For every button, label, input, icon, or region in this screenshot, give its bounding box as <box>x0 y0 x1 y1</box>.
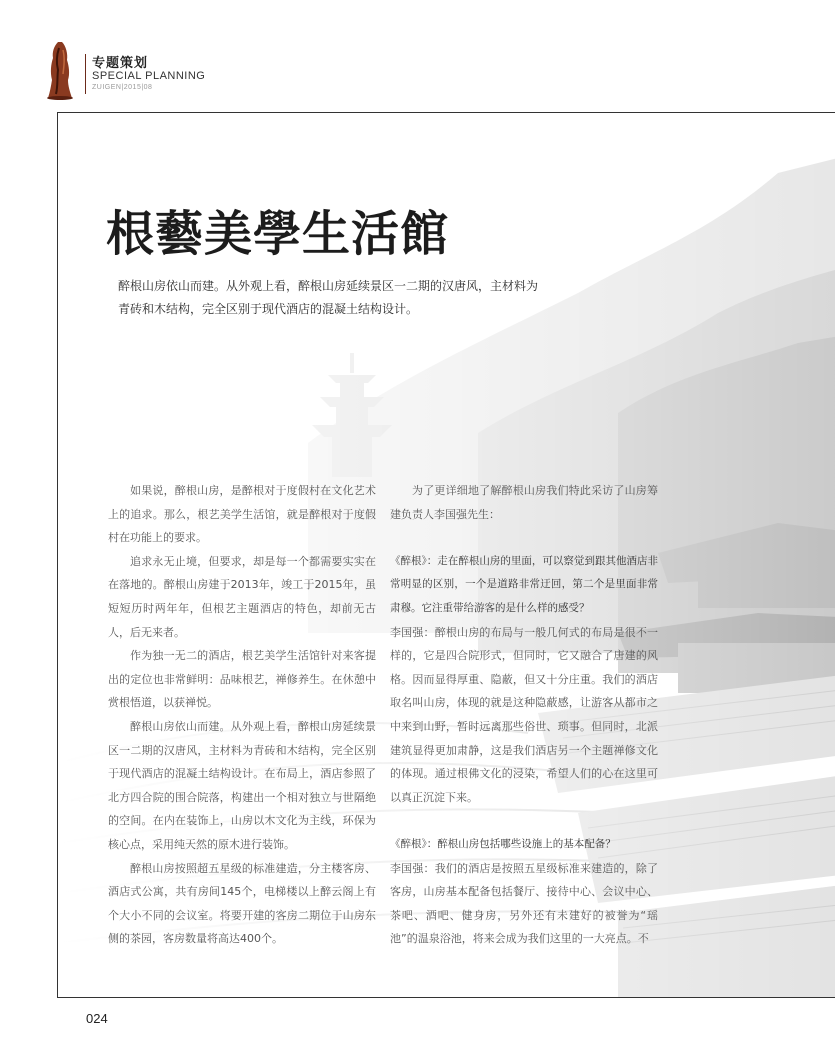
section-title-cn: 专题策划 <box>92 56 149 71</box>
section-title-en: SPECIAL PLANNING <box>92 70 206 82</box>
body-paragraph: 如果说，醉根山房，是醉根对于度假村在文化艺术上的追求。那么，根艺美学生活馆，就是醉根对于度假村在功能上的要求。 <box>108 484 376 545</box>
left-column <box>108 479 376 951</box>
interview-intro: 为了更详细地了解醉根山房我们特此采访了山房筹建负责人李国强先生： <box>390 484 658 521</box>
page-number: 024 <box>86 1011 108 1026</box>
interview-answer: 李国强：我们的酒店是按照五星级标准来建造的，除了客房，山房基本配备包括餐厅、接待中心、会议中心、茶吧、酒吧、健身房，另外还有未建好的被誉为“瑶池”的温泉浴池，将来会成为我们这里的一大亮点。不 <box>390 861 658 946</box>
issue-code: ZUIGEN|2015|08 <box>92 84 153 91</box>
body-paragraph: 作为独一无二的酒店，根艺美学生活馆针对来客提出的定位也非常鲜明：品味根艺，禅修养生。在休憩中赏根悟道，以获禅悦。 <box>108 649 376 710</box>
body-paragraph: 醉根山房按照超五星级的标准建造，分主楼客房、酒店式公寓，共有房间145个，电梯楼以上醉云阁上有个大小不同的会议室。将要开建的客房二期位于山房东侧的茶园，客房数量将高达400个。 <box>108 861 376 946</box>
body-paragraph: 醉根山房依山而建。从外观上看，醉根山房延续景区一二期的汉唐风，主材料为青砖和木结构，完全区别于现代酒店的混凝土结构设计。在布局上，酒店参照了北方四合院的围合院落，构建出一个相对独立与世隔绝的空间。在内在装饰上，山房以木文化为主线，环保为核心点，采用纯天然的原木进行装饰。 <box>108 719 376 851</box>
header-divider <box>85 54 86 94</box>
body-paragraph: 追求永无止境，但要求，却是每一个都需要实实在在落地的。醉根山房建于2013年，竣工于2015年，虽短短历时两年年，但根艺主题酒店的特色，却前无古人，后无来者。 <box>108 554 376 639</box>
root-sculpture-logo-icon <box>46 40 76 100</box>
article-frame <box>57 112 835 998</box>
right-column <box>390 479 658 951</box>
interview-question: 《醉根》：走在醉根山房的里面，可以察觉到跟其他酒店非常明显的区别，一个是道路非常迂回，第二个是里面非常肃穆。它注重带给游客的是什么样的感受？ <box>390 554 658 614</box>
interview-question: 《醉根》：醉根山房包括哪些设施上的基本配备？ <box>390 837 616 850</box>
article-title: 根藝美學生活館 <box>106 206 450 262</box>
interview-answer: 李国强：醉根山房的布局与一般几何式的布局是很不一样的，它是四合院形式，但同时，它又融合了唐建的风格。因而显得厚重、隐蔽，但又十分庄重。我们的酒店取名叫山房，体现的就是这种隐蔽感，让游客从都市之中来到山野，暂时远离那些俗世、琐事。但同时，北派建筑显得更加肃静，这是我们酒店另一个主题禅修文化的体现。通过根佛文化的浸染，希望人们的心在这里可以真正沉淀下来。 <box>390 625 658 804</box>
article-lead: 醉根山房依山而建。从外观上看，醉根山房延续景区一二期的汉唐风，主材料为青砖和木结构，完全区别于现代酒店的混凝土结构设计。 <box>118 279 539 316</box>
